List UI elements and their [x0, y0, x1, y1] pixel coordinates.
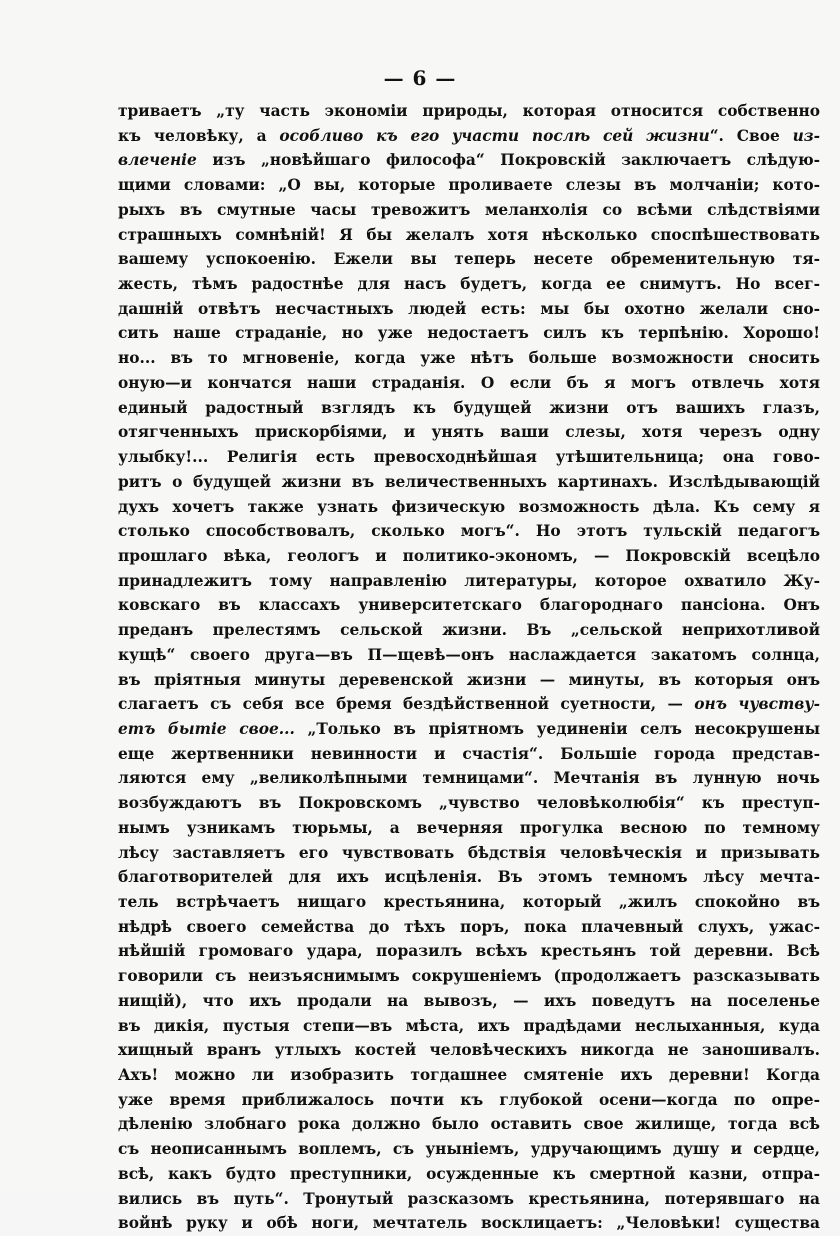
text-segment: страшныхъ сомнѣній! Я бы желалъ хотя нѣсколько споспѣшествовать — [118, 225, 820, 244]
text-line — [118, 297, 820, 322]
text-segment: изъ „новѣйшаго философа“ Покровскій заключаетъ слѣдую- — [196, 151, 820, 170]
text-segment: ритъ о будущей жизни въ величественныхъ картинахъ. Изслѣдывающій — [118, 472, 820, 491]
text-line — [118, 124, 820, 149]
text-segment: нѣдрѣ своего семейства до тѣхъ поръ, пока плачевный слухъ, ужас- — [118, 917, 820, 936]
text-line — [118, 1088, 820, 1113]
italic-text: влеченіе — [118, 151, 197, 170]
text-segment: въ дикія, пустыя степи—въ мѣста, ихъ прадѣдами неслыханныя, куда — [118, 1016, 820, 1035]
text-segment: преданъ прелестямъ сельской жизни. Въ „сельской неприхотливой — [118, 621, 820, 640]
text-line — [118, 371, 820, 396]
text-line — [118, 1112, 820, 1137]
text-line — [118, 964, 820, 989]
text-line — [118, 569, 820, 594]
text-segment: вились въ путь“. Тронутый разсказомъ крестьянина, потерявшаго на — [118, 1189, 820, 1208]
text-line — [118, 791, 820, 816]
text-line — [118, 495, 820, 520]
text-segment: Ахъ! можно ли изобразить тогдашнее смятеніе ихъ деревни! Когда — [118, 1066, 820, 1085]
text-segment: вашему успокоенію. Ежели вы теперь несете обременительную тя- — [118, 250, 820, 269]
text-line — [118, 1014, 820, 1039]
text-segment: “. Свое — [709, 126, 793, 145]
text-segment: возбуждаютъ въ Покровскомъ „чувство человѣколюбія“ къ преступ- — [118, 794, 820, 813]
text-segment: дѣленію злобнаго рока должно было оставить свое жилище, тогда всѣ — [118, 1115, 820, 1134]
text-line — [118, 519, 820, 544]
text-segment: кущѣ“ своего друга—въ П—щевѣ—онъ наслаждается закатомъ солнца, — [118, 645, 820, 664]
text-segment: щими словами: „О вы, которые проливаете слезы въ молчаніи; кото- — [118, 176, 820, 195]
text-segment: нѣйшій громоваго удара, поразилъ всѣхъ крестьянъ той деревни. Всѣ — [118, 942, 820, 961]
text-line — [118, 1137, 820, 1162]
body-text — [118, 99, 820, 1236]
text-line — [118, 717, 820, 742]
text-line — [118, 766, 820, 791]
text-line — [118, 618, 820, 643]
text-line — [118, 643, 820, 668]
text-line — [118, 173, 820, 198]
text-segment: лѣсу заставляетъ его чувствовать бѣдствія человѣческія и призывать — [118, 843, 820, 862]
page-number: — 6 — — [383, 66, 457, 90]
text-segment: въ пріятныя минуты деревенской жизни — минуты, въ которыя онъ — [118, 670, 820, 689]
text-segment: сить наше страданіе, но уже недостаетъ силъ къ терпѣнію. Хорошо! — [118, 324, 820, 343]
text-line — [118, 223, 820, 248]
text-segment: рыхъ въ смутные часы тревожитъ меланхолія со всѣми слѣдствіями — [118, 200, 820, 219]
text-line — [118, 272, 820, 297]
text-line — [118, 470, 820, 495]
text-line — [118, 99, 820, 124]
text-line — [118, 692, 820, 717]
text-segment: къ человѣку, а — [118, 126, 280, 145]
text-line — [118, 939, 820, 964]
text-segment: оную—и кончатся наши страданія. О если бъ я могъ отвлечь хотя — [118, 373, 820, 392]
text-segment: говорили съ неизъяснимымъ сокрушеніемъ (продолжаетъ разсказывать — [118, 967, 820, 986]
text-segment: духъ хочетъ также узнать физическую возможность дѣла. Къ сему я — [118, 497, 820, 516]
text-line — [118, 890, 820, 915]
text-line — [118, 198, 820, 223]
text-segment: отягченныхъ прискорбіями, и унять ваши слезы, хотя черезъ одну — [118, 423, 820, 442]
text-line — [118, 1038, 820, 1063]
text-segment: прошлаго вѣка, геологъ и политико-экономъ, — Покровскій всецѣло — [118, 546, 820, 565]
text-line — [118, 420, 820, 445]
text-line — [118, 445, 820, 470]
italic-text: особливо къ его участи послѣ сей жизни — [279, 126, 710, 145]
text-segment: благотворителей для ихъ исцѣленія. Въ этомъ темномъ лѣсу мечта- — [118, 868, 820, 887]
text-line — [118, 1211, 820, 1236]
text-line — [118, 396, 820, 421]
text-segment: всѣ, какъ будто преступники, осужденные къ смертной казни, отпра- — [118, 1164, 820, 1183]
text-line — [118, 346, 820, 371]
text-line — [118, 989, 820, 1014]
text-segment: нищій), что ихъ продали на вывозъ, — ихъ поведутъ на поселенье — [118, 991, 820, 1010]
text-segment: войнѣ руку и обѣ ноги, мечтатель восклицаетъ: „Человѣки! существа — [118, 1214, 820, 1233]
text-segment: принадлежитъ тому направленію литературы, которое охватило Жу- — [118, 571, 820, 590]
text-segment: жесть, тѣмъ радостнѣе для насъ будетъ, когда ее снимутъ. Но всег- — [118, 275, 820, 294]
text-segment: тель встрѣчаетъ нищаго крестьянина, который „жилъ спокойно въ — [118, 893, 820, 911]
text-line — [118, 841, 820, 866]
italic-text: из- — [792, 126, 820, 145]
text-segment: столько способствовалъ, сколько могъ“. Но этотъ тульскій педагогъ — [118, 522, 820, 541]
text-line — [118, 544, 820, 569]
text-segment: триваетъ „ту часть экономіи природы, которая относится собственно — [118, 102, 820, 120]
text-line — [118, 742, 820, 767]
text-line — [118, 321, 820, 346]
text-line — [118, 1063, 820, 1088]
text-segment: уже время приближалось почти къ глубокой осени—когда по опре- — [118, 1090, 820, 1109]
text-line — [118, 816, 820, 841]
text-segment: нымъ узникамъ тюрьмы, а вечерняя прогулка весною по темному — [118, 818, 820, 837]
text-line — [118, 593, 820, 618]
text-line — [118, 148, 820, 173]
text-segment: дашній отвѣтъ несчастныхъ людей есть: мы бы охотно желали сно- — [118, 299, 820, 318]
text-segment: ляются ему „великолѣпными темницами“. Мечтанія въ лунную ночь — [118, 769, 820, 788]
text-segment: съ неописаннымъ воплемъ, съ унынiемъ, удручающимъ душу и сердце, — [118, 1140, 820, 1159]
text-segment: слагаетъ съ себя все бремя бездѣйственной суетности, — — [118, 695, 695, 714]
text-segment: ковскаго въ классахъ университетскаго благороднаго пансіона. Онъ — [118, 596, 820, 615]
text-segment: еще жертвенники невинности и счастія“. Большіе города представ- — [118, 744, 820, 763]
italic-text: етъ бытіе свое... — [118, 719, 295, 738]
text-line — [118, 1162, 820, 1187]
text-line — [118, 247, 820, 272]
text-segment: хищный вранъ утлыхъ костей человѣческихъ никогда не заношивалъ. — [118, 1041, 820, 1060]
text-line — [118, 915, 820, 940]
text-line — [118, 1187, 820, 1212]
text-line — [118, 668, 820, 693]
italic-text: онъ чувству- — [694, 695, 820, 714]
text-segment: единый радостный взглядъ къ будущей жизни отъ вашихъ глазъ, — [118, 398, 820, 417]
text-line — [118, 865, 820, 890]
text-segment: но... въ то мгновеніе, когда уже нѣтъ больше возможности сносить — [118, 349, 820, 368]
text-segment: улыбку!... Религія есть превосходнѣйшая утѣшительница; она гово- — [118, 448, 820, 467]
text-segment: „Только въ пріятномъ уединеніи селъ несокрушены — [294, 719, 821, 738]
